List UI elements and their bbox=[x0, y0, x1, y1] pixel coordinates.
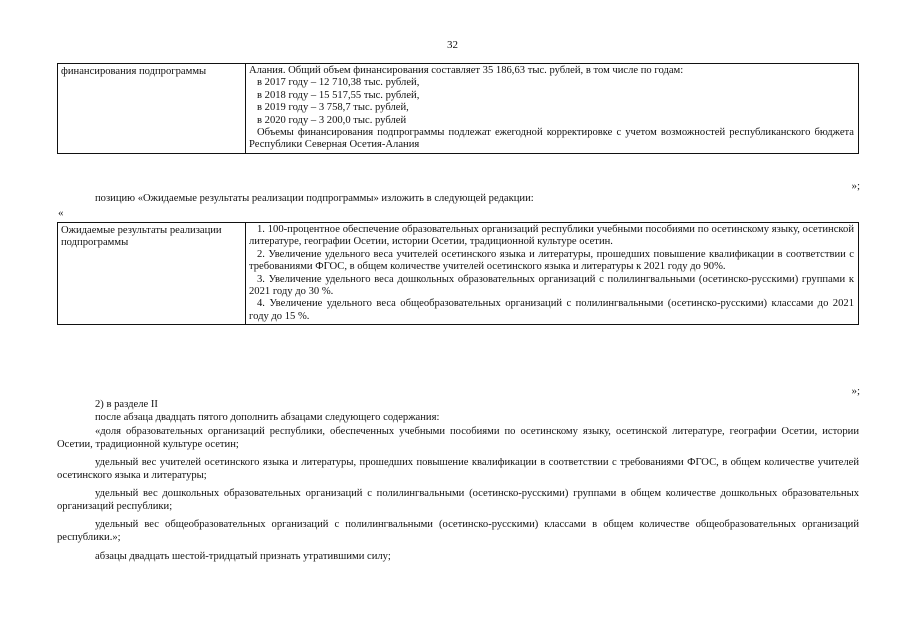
table-row bbox=[58, 223, 859, 325]
closing-quote: »; bbox=[851, 385, 860, 397]
paragraph-school-classes: удельный вес общеобразовательных организаций с полилингвальными (осетинско-русскими) классами в общем количестве общеобразовательных организаций республики.»; bbox=[57, 519, 859, 543]
expected-result-item-4: 4. Увеличение удельного веса общеобразовательных организаций с полилингвальными (осетинско-русскими) классами до 2021 году до 15 %. bbox=[249, 298, 854, 322]
opening-quote: « bbox=[58, 207, 64, 219]
paragraph-teachers-qualification: удельный вес учителей осетинского языка и литературы, прошедших повышение квалификации в соответствии с требованиями ФГОС, в общем количестве учителей осетинского языка и литературы; bbox=[57, 457, 859, 481]
paragraph-share-textbooks: «доля образовательных организаций республики, обеспеченных учебными пособиями по осетинскому языку, осетинской литературе, географии Осетии, истории Осетии, традиционной культуре осетин; bbox=[57, 426, 859, 450]
financing-content bbox=[246, 64, 859, 154]
section-ref: 2) в разделе II bbox=[95, 399, 158, 410]
table-row bbox=[58, 64, 859, 154]
expected-results-content bbox=[246, 223, 859, 325]
position-instruction: позицию «Ожидаемые результаты реализации подпрограммы» изложить в следующей редакции: bbox=[95, 193, 534, 204]
expected-results-table bbox=[57, 222, 859, 325]
paragraph-repeal: абзацы двадцать шестой-тридцатый признать утратившими силу; bbox=[95, 551, 391, 562]
expected-result-item-3: 3. Увеличение удельного веса дошкольных образовательных организаций с полилингвальными (осетинско-русскими) группами к 2021 году до 30 %. bbox=[249, 273, 854, 298]
addition-intro: после абзаца двадцать пятого дополнить абзацами следующего содержания: bbox=[95, 412, 440, 423]
expected-result-item-2: 2. Увеличение удельного веса учителей осетинского языка и литературы, прошедших повышение квалификации в соответствии с требованиями ФГОС, в общем количестве учителей осетинского языка и литературы к 2021 году до 90%. bbox=[249, 248, 854, 273]
financing-year-2017: в 2017 году – 12 710,38 тыс. рублей, bbox=[257, 77, 420, 89]
financing-label: финансирования подпрограммы bbox=[58, 64, 246, 154]
financing-year-2019: в 2019 году – 3 758,7 тыс. рублей, bbox=[257, 102, 409, 114]
financing-intro: Алания. Общий объем финансирования составляет 35 186,63 тыс. рублей, в том числе по годам: bbox=[249, 65, 684, 76]
financing-note: Объемы финансирования подпрограммы подлежат ежегодной корректировке с учетом возможностей республиканского бюджета Республики Северная Осетия-Алания bbox=[249, 127, 854, 151]
paragraph-preschool-groups: удельный вес дошкольных образовательных организаций с полилингвальными (осетинско-русскими) группами в общем количестве дошкольных образовательных организаций республики; bbox=[57, 488, 859, 512]
expected-results-label: Ожидаемые результаты реализации подпрограммы bbox=[58, 223, 246, 325]
expected-result-item-1: 1. 100-процентное обеспечение образовательных организаций республики учебными пособиями по осетинскому языку, осетинской литературе, географии Осетии, истории Осетии, традиционной культуре осетин. bbox=[249, 224, 854, 248]
page-number: 32 bbox=[447, 39, 458, 51]
financing-year-2018: в 2018 году – 15 517,55 тыс. рублей, bbox=[257, 89, 420, 101]
closing-quote: »; bbox=[851, 180, 860, 192]
financing-table bbox=[57, 63, 859, 154]
financing-year-2020: в 2020 году – 3 200,0 тыс. рублей bbox=[257, 114, 407, 126]
